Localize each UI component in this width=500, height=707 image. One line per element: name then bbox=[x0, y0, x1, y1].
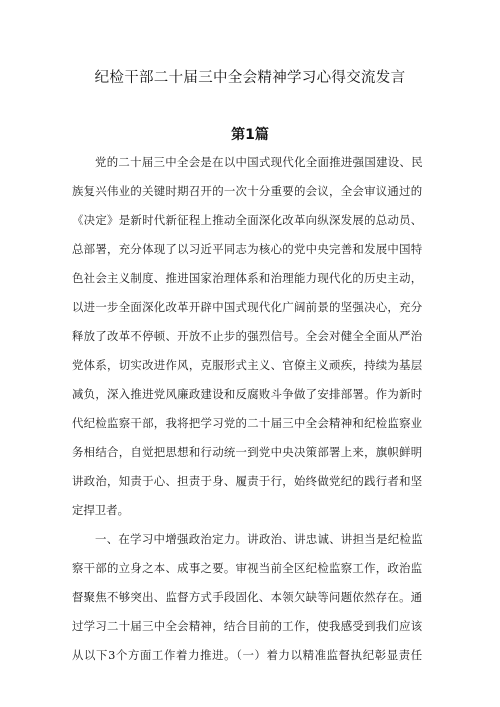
line-text: 代纪检监察干部，我将把学习党的二十届三中全会精神和纪检监察业 bbox=[72, 416, 423, 430]
paragraph-line bbox=[72, 502, 428, 518]
paragraph-line bbox=[72, 299, 428, 315]
paragraph-line bbox=[72, 618, 428, 634]
paragraph-line bbox=[72, 647, 428, 663]
line-text: 过学习二十届三中全会精神，结合目前的工作，使我感受到我们应该 bbox=[72, 619, 423, 633]
line-text: 党的二十届三中全会是在以中国式现代化全面推进强国建设、民 bbox=[95, 155, 423, 169]
paragraph-line bbox=[95, 531, 428, 547]
line-text: 总部署，充分体现了以习近平同志为核心的党中央完善和发展中国特 bbox=[72, 242, 423, 256]
line-text: 色社会主义制度、推进国家治理体系和治理能力现代化的历史主动， bbox=[72, 271, 423, 285]
line-text: 族复兴伟业的关键时期召开的一次十分重要的会议，全会审议通过的 bbox=[72, 184, 423, 198]
line-text: 督聚焦不够突出、监督方式手段固化、本领欠缺等问题依然存在。通 bbox=[72, 590, 423, 604]
line-text: 从以下3个方面工作着力推进。（一）着力以精准监督执纪彰显责任 bbox=[72, 648, 423, 662]
paragraph-line bbox=[72, 415, 428, 431]
paragraph-line bbox=[72, 444, 428, 460]
paragraph-line bbox=[72, 357, 428, 373]
paragraph-line bbox=[72, 241, 428, 257]
paragraph-line bbox=[72, 183, 428, 199]
paragraph-line bbox=[72, 560, 428, 576]
line-text: 讲政治，知责于心、担责于身、履责于行，始终做党纪的践行者和坚 bbox=[72, 474, 423, 488]
line-text: 释放了改革不停顿、开放不止步的强烈信号。全会对健全全面从严治 bbox=[72, 329, 423, 343]
line-text: 党体系，切实改进作风，克服形式主义、官僚主义顽疾，持续为基层 bbox=[72, 358, 423, 372]
paragraph-line bbox=[72, 473, 428, 489]
document-title: 纪检干部二十届三中全会精神学习心得交流发言 bbox=[94, 70, 406, 86]
paragraph-line bbox=[95, 154, 428, 170]
line-text: 《决定》是新时代新征程上推动全面深化改革向纵深发展的总动员、 bbox=[72, 213, 423, 227]
paragraph-line bbox=[72, 270, 428, 286]
paragraph-line bbox=[72, 589, 428, 605]
paragraph-line bbox=[72, 328, 428, 344]
line-text: 以进一步全面深化改革开辟中国式现代化广阔前景的坚强决心，充分 bbox=[72, 300, 423, 314]
paragraph-line bbox=[72, 386, 428, 402]
line-text: 察干部的立身之本、成事之要。审视当前全区纪检监察工作，政治监 bbox=[72, 561, 423, 575]
section-heading: 第1篇 bbox=[231, 127, 269, 143]
line-text: 一、在学习中增强政治定力。讲政治、讲忠诚、讲担当是纪检监 bbox=[95, 532, 423, 546]
line-text: 减负，深入推进党风廉政建设和反腐败斗争做了安排部署。作为新时 bbox=[72, 387, 423, 401]
paragraph-line bbox=[72, 212, 428, 228]
line-text: 定捍卫者。 bbox=[72, 503, 129, 517]
line-text: 务相结合，自觉把思想和行动统一到党中央决策部署上来，旗帜鲜明 bbox=[72, 445, 423, 459]
